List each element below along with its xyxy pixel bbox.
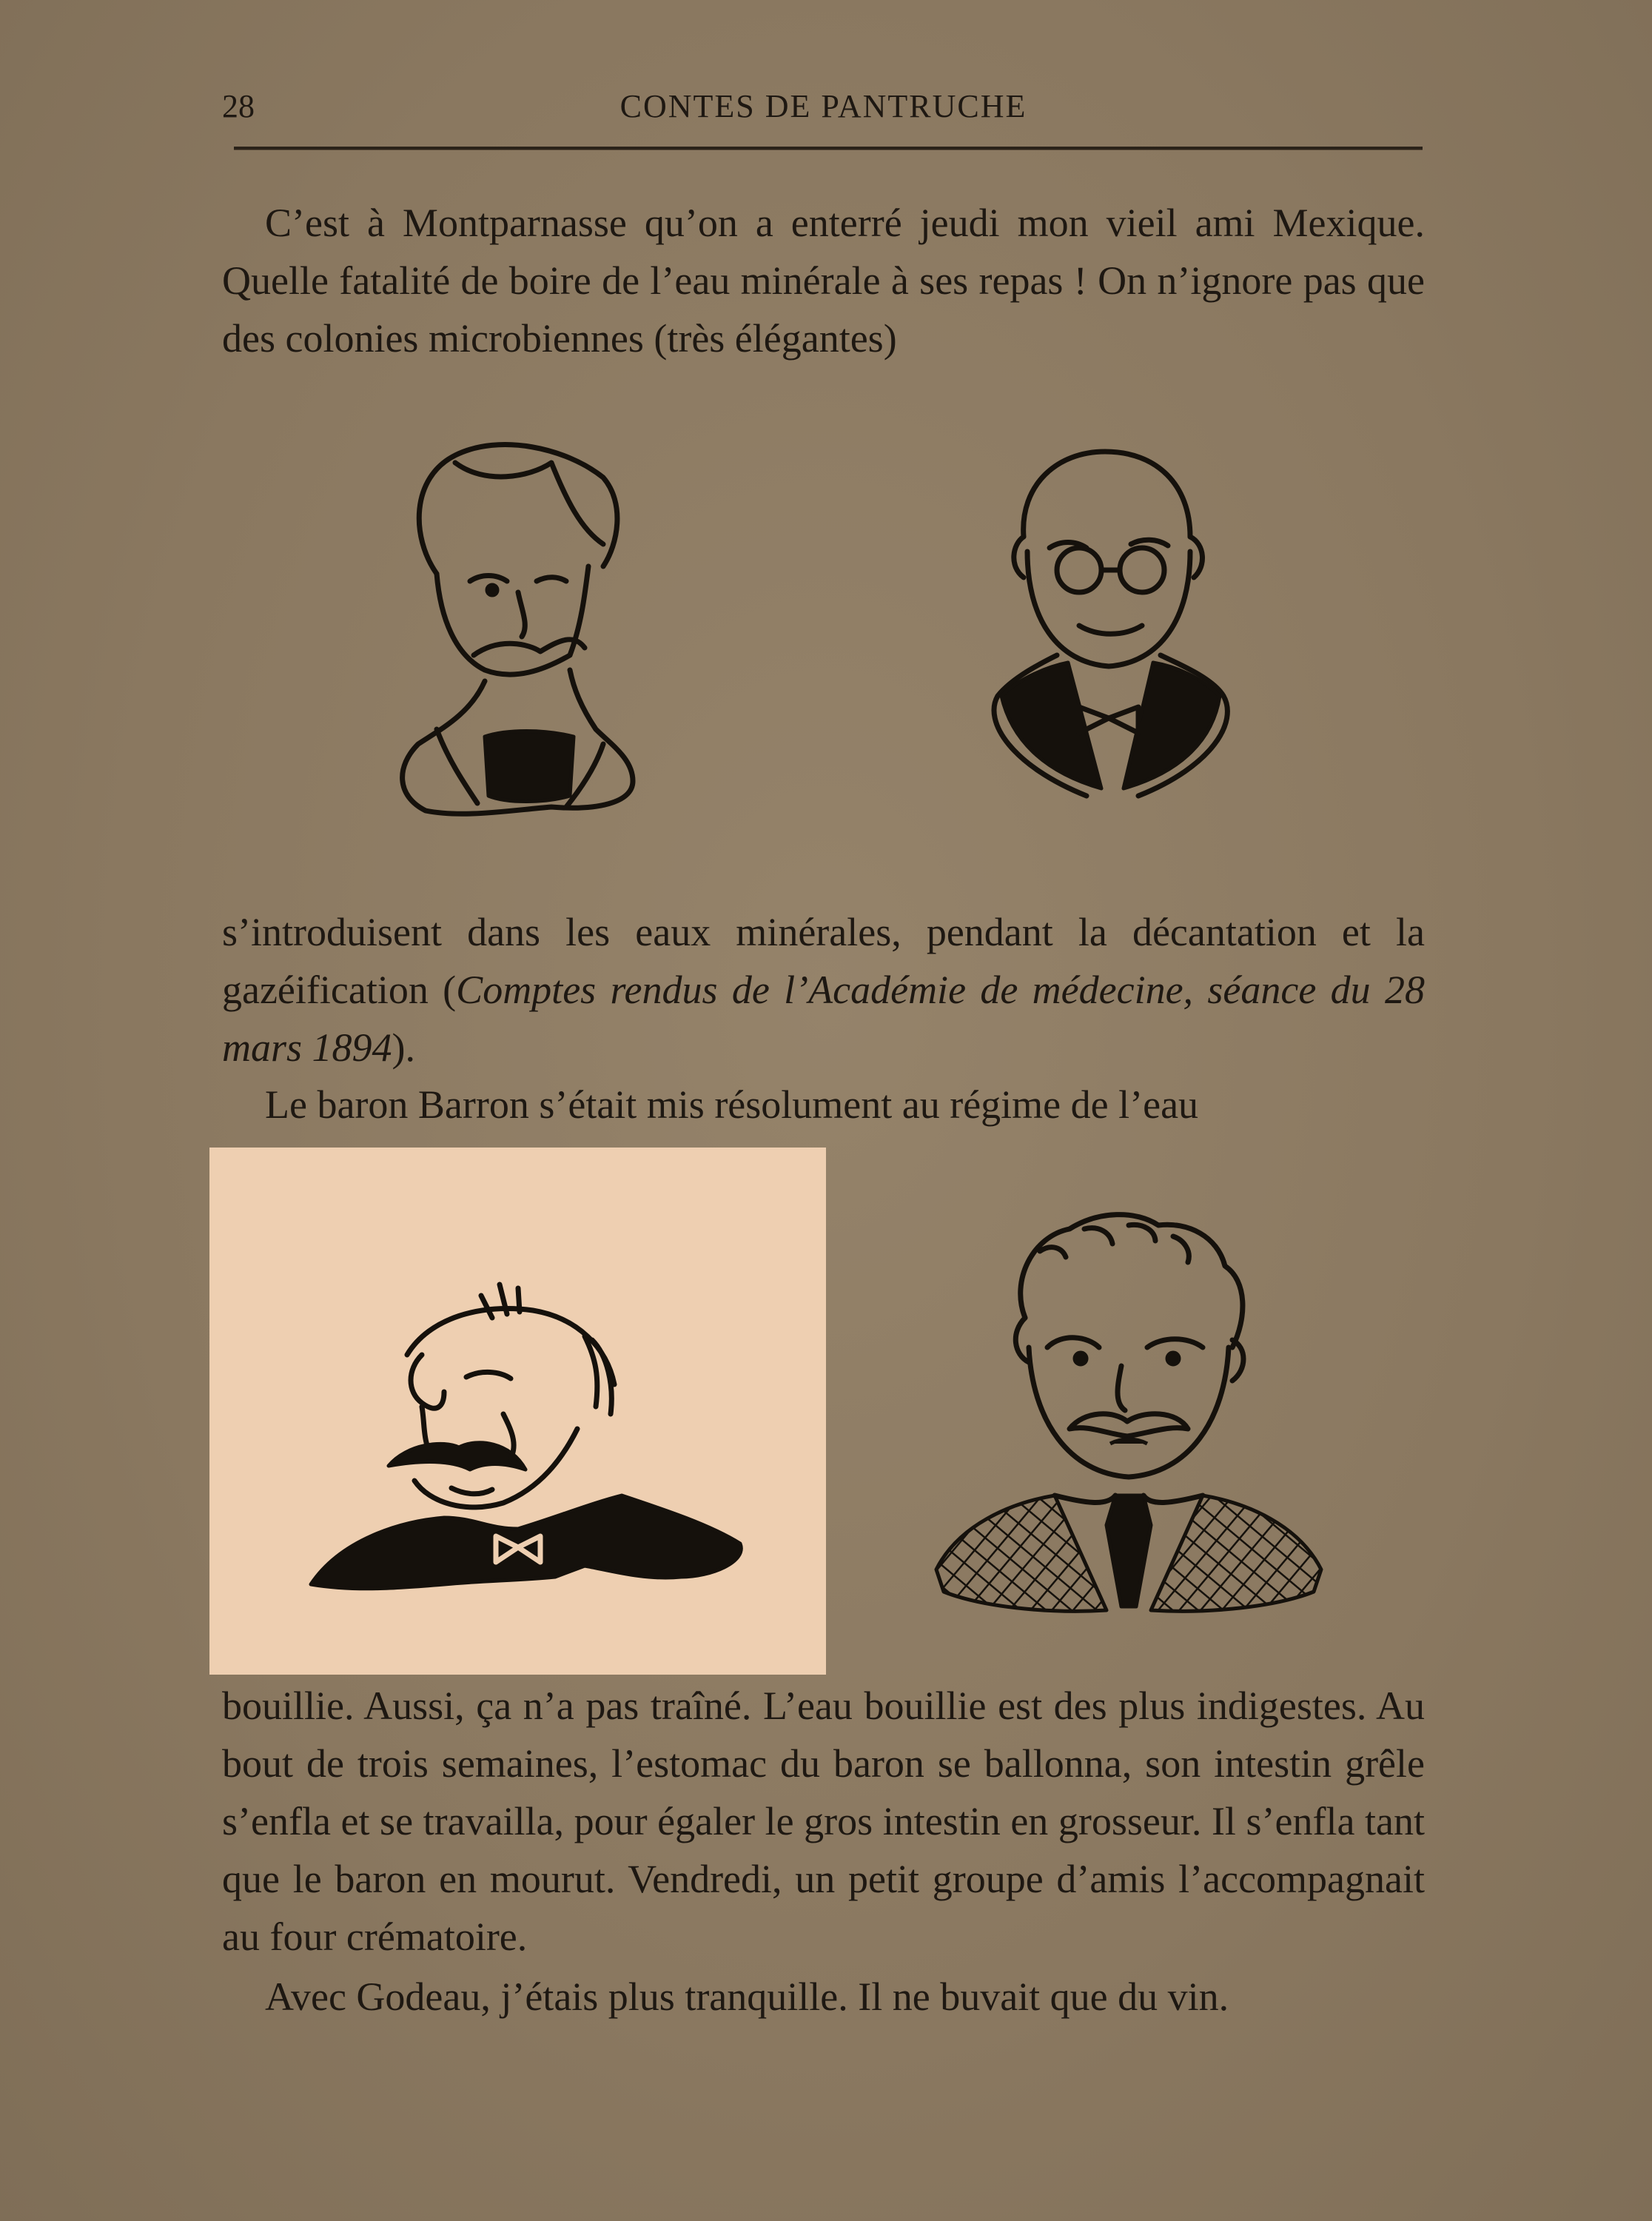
header-rule (234, 147, 1423, 150)
caricature-mustached-man (381, 433, 640, 825)
paragraph-5: Avec Godeau, j’étais plus tranquille. Il ne buvait que du vin. (265, 1974, 1229, 2019)
caricature-baron-barron (296, 1266, 770, 1607)
paragraph-2-text: s’introduisent dans les eaux minérales, pendant la décantation et la gazéification ( (222, 910, 1425, 1012)
caricature-godeau (921, 1207, 1336, 1629)
paragraph-2-close: ). (392, 1025, 416, 1070)
paragraph-3: Le baron Barron s’était mis résolument au régime de l’eau (265, 1082, 1199, 1127)
running-title: CONTES DE PANTRUCHE (620, 88, 1027, 124)
paragraph-2-citation: Comptes rendus de l’Académie de médecine, séance du 28 mars 1894 (222, 968, 1425, 1070)
running-head (222, 87, 1425, 132)
paragraph-2 (222, 903, 1425, 1076)
paragraph-4: bouillie. Aussi, ça n’a pas traîné. L’eau bouillie est des plus indigestes. Au bout de trois semaines, l’estomac du baron se ballonna, son intestin grêle s’enfla et se travailla, pour égaler le gros intestin en grosseur. Il s’enfla tant que le baron en mourut. Vendredi, un petit groupe d’amis l’accompagnait au four crématoire. (222, 1684, 1425, 1959)
page-number: 28 (222, 88, 255, 124)
caricature-bald-man-glasses (968, 440, 1257, 803)
paragraph-1: C’est à Montparnasse qu’on a enterré jeudi mon vieil ami Mexique. Quelle fatalité de boire de l’eau minérale à ses repas ! On n’ignore pas que des colonies microbiennes (très élégantes) (222, 201, 1425, 361)
